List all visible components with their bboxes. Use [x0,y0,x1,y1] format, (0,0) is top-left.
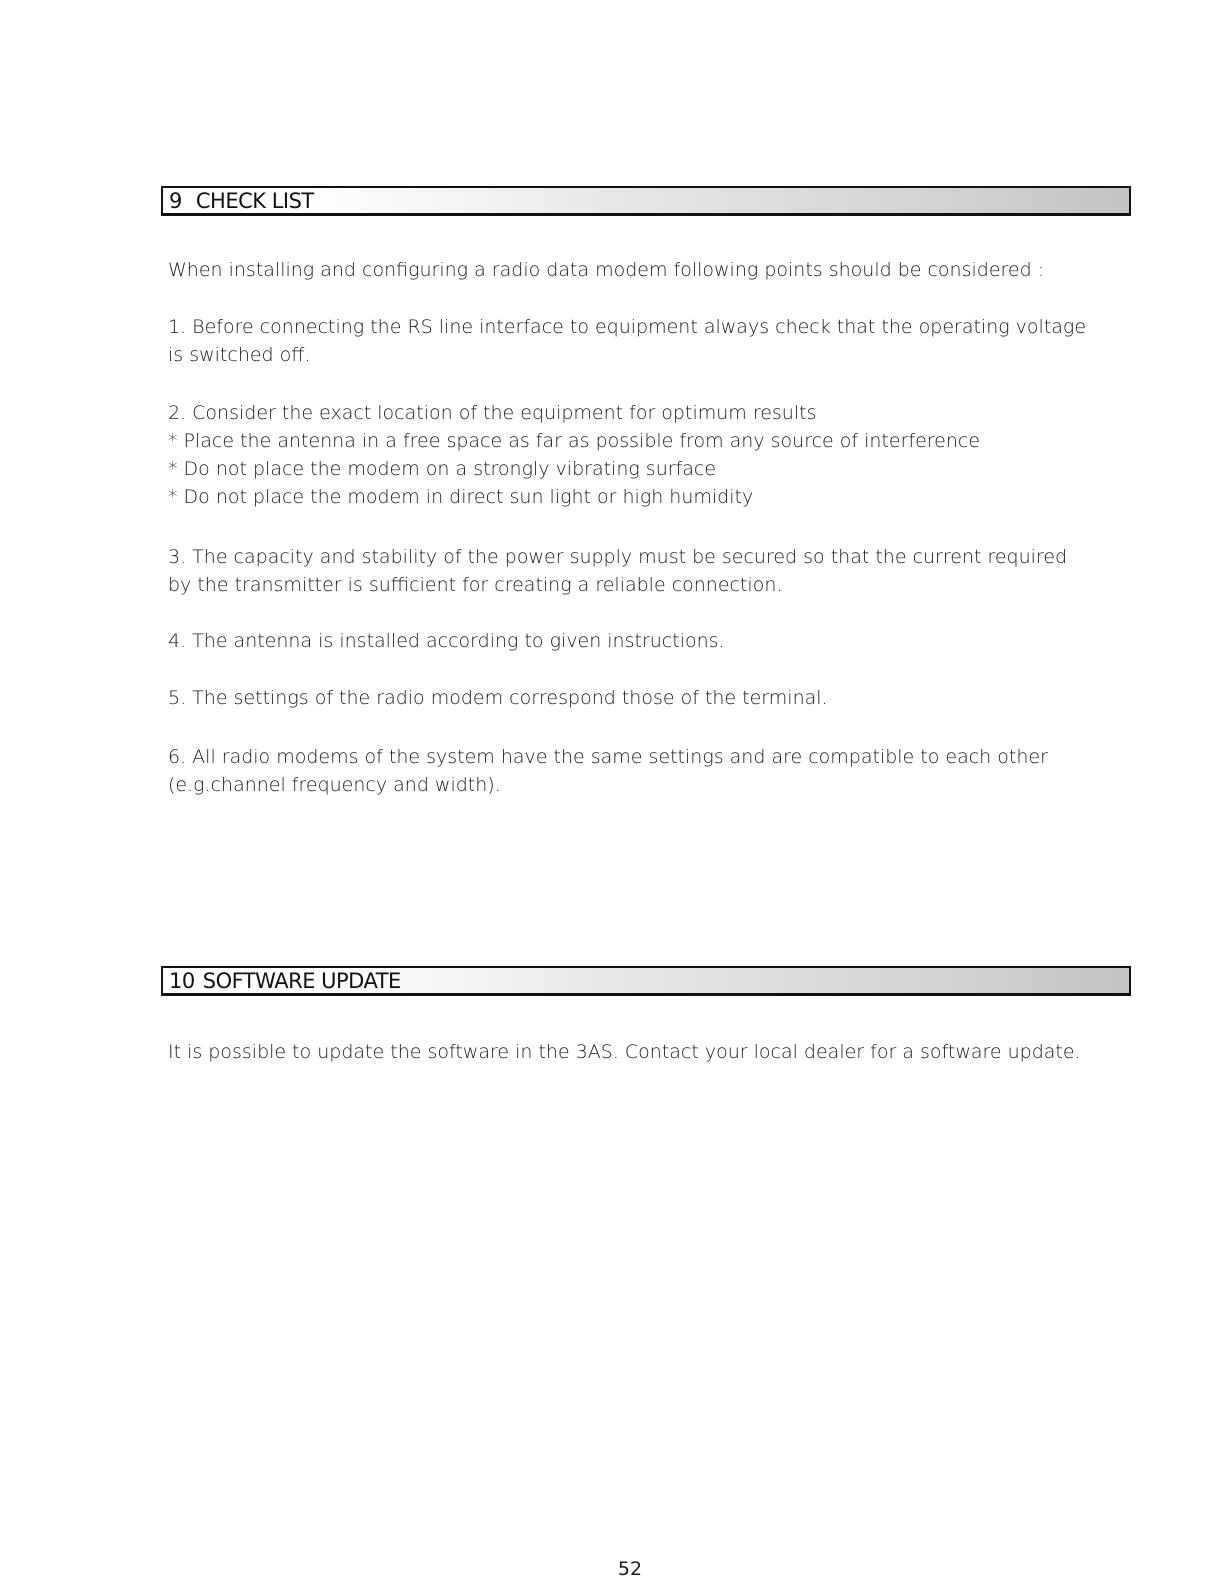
checklist-sub-item: * Place the antenna in a free space as far as possible from any source of interference [168,430,981,452]
checklist-line: 3. The capacity and stability of the power supply must be secured so that the current required [168,546,1068,568]
checklist-line: is switched off. [168,344,311,366]
checklist-item [168,399,1128,511]
intro-text: When installing and configuring a radio data modem following points should be considered : [168,259,1045,281]
checklist-sub-item: * Do not place the modem on a strongly vibrating surface [168,458,717,480]
checklist-item [168,743,1128,799]
section-header-check-list [161,186,1131,216]
page-number: 52 [617,1558,643,1580]
checklist-item [168,627,1128,655]
intro-paragraph [168,256,1128,284]
checklist-item [168,684,1128,712]
checklist-sub-item: * Do not place the modem in direct sun light or high humidity [168,486,754,508]
section-title [169,189,314,213]
checklist-line: by the transmitter is sufficient for creating a reliable connection. [168,574,783,596]
checklist-line: 2. Consider the exact location of the equipment for optimum results [168,402,817,424]
checklist-line: 6. All radio modems of the system have the same settings and are compatible to each other [168,746,1048,768]
checklist-line: 5. The settings of the radio modem correspond those of the terminal. [168,687,828,709]
software-update-text: It is possible to update the software in the 3AS. Contact your local dealer for a software update. [168,1041,1081,1063]
software-update-paragraph [168,1038,1128,1066]
checklist-item [168,313,1128,369]
section-title [169,969,401,993]
section-title-text: SOFTWARE UPDATE [202,969,401,993]
checklist-line: (e.g.channel frequency and width). [168,774,501,796]
section-number: 9 [169,189,182,213]
checklist-item [168,543,1128,599]
section-header-software-update [161,966,1131,996]
section-title-text: CHECK LIST [195,189,314,213]
checklist-line: 1. Before connecting the RS line interface to equipment always check that the operating voltage [168,316,1087,338]
checklist-line: 4. The antenna is installed according to given instructions. [168,630,725,652]
section-number: 10 [169,969,195,993]
